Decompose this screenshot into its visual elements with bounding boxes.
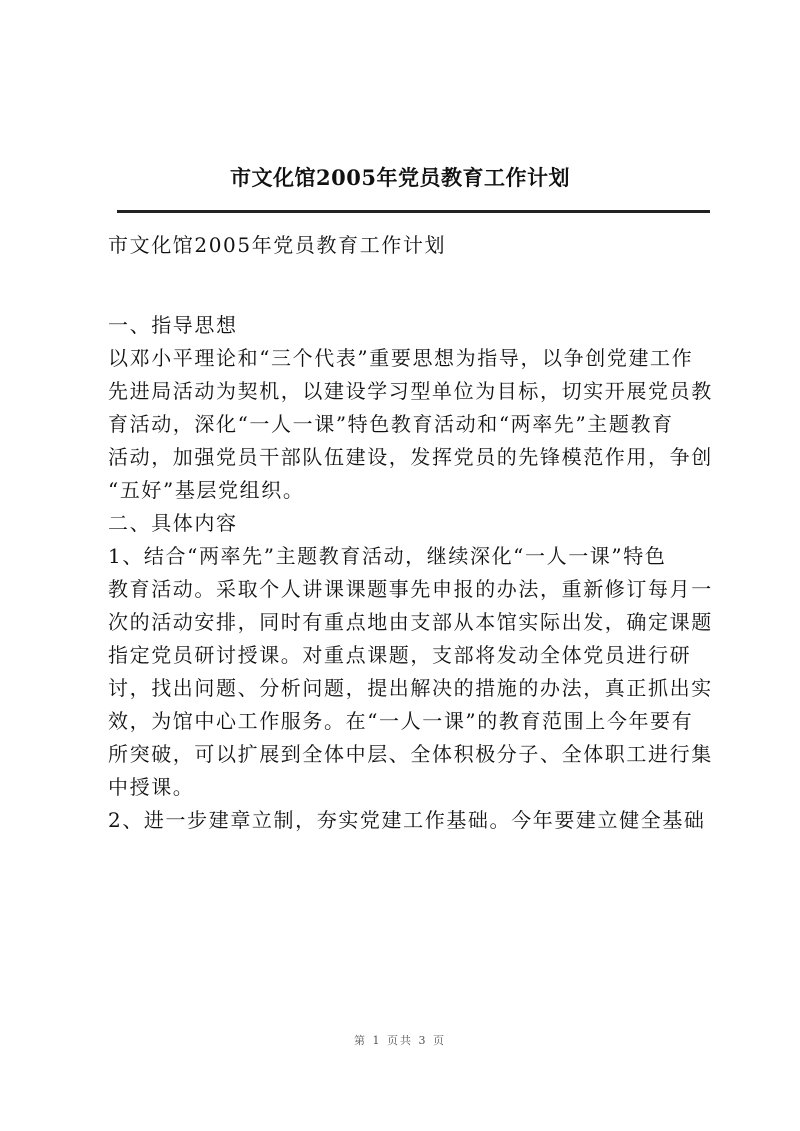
- body-line: 指定党员研讨授课。对重点课题，支部将发动全体党员进行研: [108, 643, 692, 667]
- body-line: 活动，加强党员干部队伍建设，发挥党员的先锋模范作用，争创: [108, 445, 713, 469]
- section-heading: 一、指导思想: [108, 313, 238, 337]
- body-line: 效，为馆中心工作服务。在“一人一课”的教育范围上今年要有: [108, 709, 694, 733]
- body-line: “五好”基层党组织。: [108, 478, 305, 502]
- body-line: 中授课。: [108, 775, 195, 799]
- body-line: 市文化馆2005年党员教育工作计划: [108, 233, 447, 257]
- page-footer: 第 1 页共 3 页: [354, 1034, 446, 1047]
- body-line: 教育活动。采取个人讲课课题事先申报的办法，重新修订每月一: [108, 577, 713, 601]
- body-line: 2、进一步建章立制，夯实党建工作基础。今年要建立健全基础: [108, 808, 706, 832]
- body-line: 讨，找出问题、分析问题，提出解决的措施的办法，真正抓出实: [108, 676, 713, 700]
- section-heading: 二、具体内容: [108, 511, 238, 535]
- page-title: 市文化馆2005年党员教育工作计划: [230, 165, 570, 190]
- blank-line: [108, 262, 708, 309]
- body-line: 所突破，可以扩展到全体中层、全体积极分子、全体职工进行集: [108, 742, 713, 766]
- body-line: 1、结合“两率先”主题教育活动，继续深化“一人一课”特色: [108, 544, 667, 568]
- title-divider: [117, 210, 710, 213]
- body-line: 次的活动安排，同时有重点地由支部从本馆实际出发，确定课题: [108, 610, 713, 634]
- body-line: 先进局活动为契机，以建设学习型单位为目标，切实开展党员教: [108, 379, 713, 403]
- document-body: [108, 229, 713, 837]
- body-line: 育活动，深化“一人一课”特色教育活动和“两率先”主题教育: [108, 412, 674, 436]
- body-line: 以邓小平理论和“三个代表”重要思想为指导，以争创党建工作: [108, 346, 694, 370]
